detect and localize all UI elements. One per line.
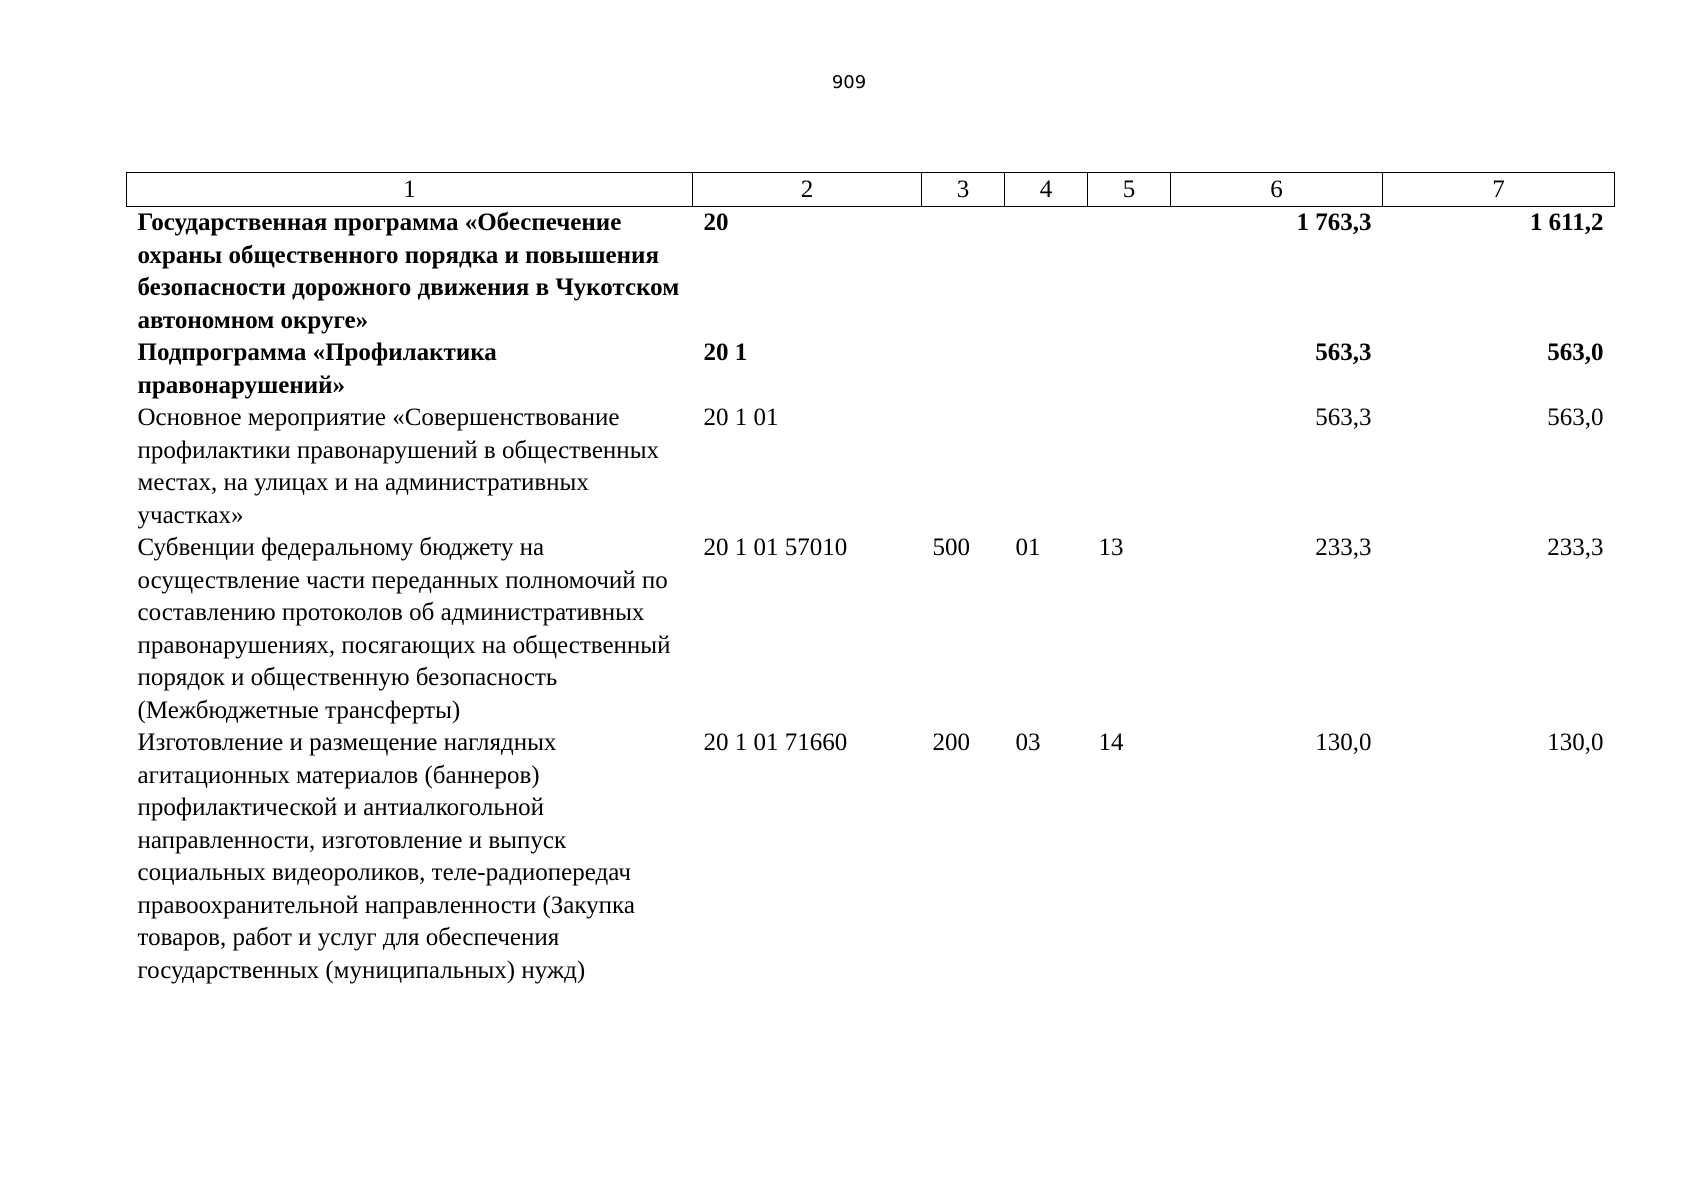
row-value-6: 563,3: [1315, 404, 1372, 431]
row-code: 20 1 01 57010: [703, 534, 848, 561]
row-value-6: 130,0: [1315, 729, 1372, 756]
row-col-3: [922, 402, 1005, 532]
row-col-5: 14: [1098, 729, 1124, 756]
table-row: [127, 207, 1615, 338]
table-row: [127, 727, 1615, 987]
header-col-3: 3: [922, 173, 1005, 207]
row-col-4: 01: [1015, 534, 1041, 561]
header-col-5: 5: [1088, 173, 1171, 207]
row-name: Основное мероприятие «Совершенствование профилактики правонарушений в общественных местах, на улицах и на административных участках»: [137, 404, 659, 529]
table-row: [127, 532, 1615, 727]
row-col-5: [1088, 337, 1171, 402]
row-name: Подпрограмма «Профилактика правонарушений»: [137, 339, 497, 399]
row-value-6: 1 763,3: [1296, 209, 1372, 236]
budget-table: [126, 172, 1615, 987]
row-code: 20: [703, 209, 729, 236]
row-value-6: 233,3: [1315, 534, 1372, 561]
row-code: 20 1: [703, 339, 748, 366]
row-value-7: 563,0: [1547, 404, 1604, 431]
row-col-3: 500: [932, 534, 970, 561]
header-col-2: 2: [693, 173, 922, 207]
row-code: 20 1 01: [703, 404, 779, 431]
row-col-3: [922, 337, 1005, 402]
row-name: Изготовление и размещение наглядных агитационных материалов (баннеров) профилактической и антиалкогольной направленности, изготовление и выпуск социальных видеороликов, теле-радиопередач правоохранительной направленности (Закупка товаров, работ и услуг для обеспечения государственных (муниципальных) нужд): [137, 729, 635, 984]
header-col-6: 6: [1171, 173, 1383, 207]
table-row: [127, 402, 1615, 532]
row-col-5: [1088, 207, 1171, 338]
row-col-4: [1005, 207, 1088, 338]
row-col-3: 200: [932, 729, 970, 756]
page-number: 909: [831, 72, 867, 93]
table-row: [127, 337, 1615, 402]
row-value-6: 563,3: [1315, 339, 1372, 366]
row-value-7: 563,0: [1547, 339, 1604, 366]
row-code: 20 1 01 71660: [703, 729, 848, 756]
row-col-4: [1005, 337, 1088, 402]
row-col-4: [1005, 402, 1088, 532]
table-header: [127, 173, 1615, 207]
header-col-4: 4: [1005, 173, 1088, 207]
row-col-3: [922, 207, 1005, 338]
table-body: [127, 207, 1615, 988]
row-name: Государственная программа «Обеспечение охраны общественного порядка и повышения безопасности дорожного движения в Чукотском автономном округе»: [137, 209, 680, 334]
row-col-4: 03: [1015, 729, 1041, 756]
row-name: Субвенции федеральному бюджету на осуществление части переданных полномочий по составлению протоколов об административных правонарушениях, посягающих на общественный порядок и общественную безопасность (Межбюджетные трансферты): [137, 534, 671, 724]
row-col-5: 13: [1098, 534, 1124, 561]
row-col-5: [1088, 402, 1171, 532]
row-value-7: 233,3: [1547, 534, 1604, 561]
row-value-7: 130,0: [1547, 729, 1604, 756]
header-col-7: 7: [1383, 173, 1615, 207]
row-value-7: 1 611,2: [1529, 209, 1604, 236]
header-col-1: 1: [127, 173, 693, 207]
header-row: [127, 173, 1615, 207]
